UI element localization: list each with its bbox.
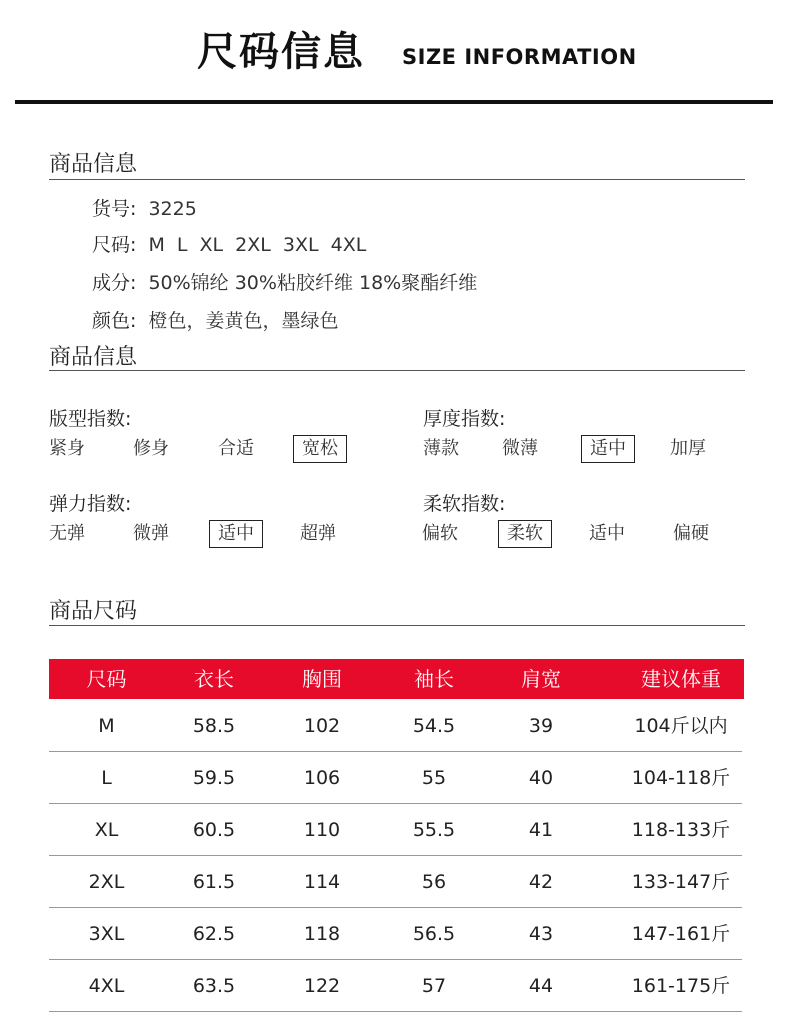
softness-option-fairly-hard: 偏硬 [673,523,709,544]
cell-chest: 122 [303,975,341,997]
fit-option-loose-selected: 宽松 [293,435,347,463]
colors-value: 橙色，姜黄色，墨绿色 [148,310,339,332]
cell-shoulder: 44 [528,975,554,997]
thickness-option-thin: 薄款 [423,438,459,459]
cell-sleeve: 56.5 [412,923,456,945]
column-header-sleeve: 袖长 [414,667,454,691]
cell-chest: 114 [303,871,341,893]
cell-length: 60.5 [192,819,236,841]
table-row [49,700,742,752]
softness-index-title: 柔软指数: [423,493,506,515]
elasticity-option-high: 超弹 [300,523,336,544]
cell-weight: 118-133斤 [631,819,731,841]
cell-size: 4XL [88,975,125,997]
product-info-divider [49,179,745,180]
colors-label: 颜色: [92,310,137,332]
item-number-value: 3225 [148,198,197,220]
indices-divider [49,370,745,371]
fit-index-title: 版型指数: [49,408,132,430]
row-divider [49,1011,742,1012]
softness-option-soft-selected: 柔软 [498,520,552,548]
page-subtitle: SIZE INFORMATION [402,45,637,69]
cell-length: 58.5 [192,715,236,737]
fit-option-tight: 紧身 [49,438,85,459]
cell-sleeve: 56 [421,871,447,893]
cell-size: 2XL [88,871,125,893]
elasticity-option-medium-selected: 适中 [209,520,263,548]
thickness-index-title: 厚度指数: [423,408,506,430]
column-header-shoulder: 肩宽 [521,667,561,691]
page-title: 尺码信息 [197,29,365,75]
column-header-length: 衣长 [194,667,234,691]
cell-weight: 161-175斤 [631,975,731,997]
sizes-row [92,230,366,257]
table-row [49,908,742,960]
thickness-option-medium-selected: 适中 [581,435,635,463]
item-number-row [92,194,197,221]
cell-chest: 118 [303,923,341,945]
fit-option-regular: 合适 [218,438,254,459]
cell-size: M [98,715,115,737]
elasticity-option-none: 无弹 [49,523,85,544]
size-table-divider [49,625,745,626]
cell-chest: 106 [303,767,341,789]
table-row [49,856,742,908]
column-header-size: 尺码 [86,667,127,691]
cell-shoulder: 42 [528,871,554,893]
colors-row [92,306,338,333]
product-info-title: 商品信息 [49,152,138,177]
cell-shoulder: 40 [528,767,554,789]
cell-size: XL [94,819,119,841]
header-divider [15,100,773,104]
cell-shoulder: 43 [528,923,554,945]
cell-chest: 110 [303,819,341,841]
cell-sleeve: 55.5 [412,819,456,841]
cell-weight: 133-147斤 [631,871,731,893]
cell-sleeve: 57 [421,975,447,997]
cell-sleeve: 54.5 [412,715,456,737]
table-row [49,804,742,856]
cell-size: L [101,767,112,789]
table-row [49,752,742,804]
fit-option-slim: 修身 [133,438,169,459]
cell-weight: 104斤以内 [634,715,728,737]
cell-sleeve: 55 [421,767,447,789]
cell-length: 61.5 [192,871,236,893]
column-header-weight: 建议体重 [641,667,721,691]
size-table-title: 商品尺码 [49,599,138,624]
column-header-chest: 胸围 [302,667,342,691]
sizes-value: M L XL 2XL 3XL 4XL [148,234,367,256]
thickness-option-slightly-thin: 微薄 [502,438,538,459]
cell-length: 62.5 [192,923,236,945]
elasticity-index-title: 弹力指数: [49,493,132,515]
elasticity-option-slight: 微弹 [133,523,169,544]
cell-weight: 147-161斤 [631,923,731,945]
thickness-option-thick: 加厚 [670,438,706,459]
size-table-header [49,659,744,699]
cell-weight: 104-118斤 [631,767,731,789]
cell-chest: 102 [303,715,341,737]
material-value: 50%锦纶 30%粘胶纤维 18%聚酯纤维 [148,272,478,294]
material-row [92,268,477,295]
item-number-label: 货号: [92,198,137,220]
cell-length: 63.5 [192,975,236,997]
table-row [49,960,742,1012]
sizes-label: 尺码: [92,234,137,256]
softness-option-fairly-soft: 偏软 [422,523,458,544]
cell-length: 59.5 [192,767,236,789]
indices-title: 商品信息 [49,345,138,370]
softness-option-medium: 适中 [589,523,625,544]
material-label: 成分: [92,272,137,294]
cell-shoulder: 41 [528,819,554,841]
cell-size: 3XL [88,923,125,945]
cell-shoulder: 39 [528,715,554,737]
